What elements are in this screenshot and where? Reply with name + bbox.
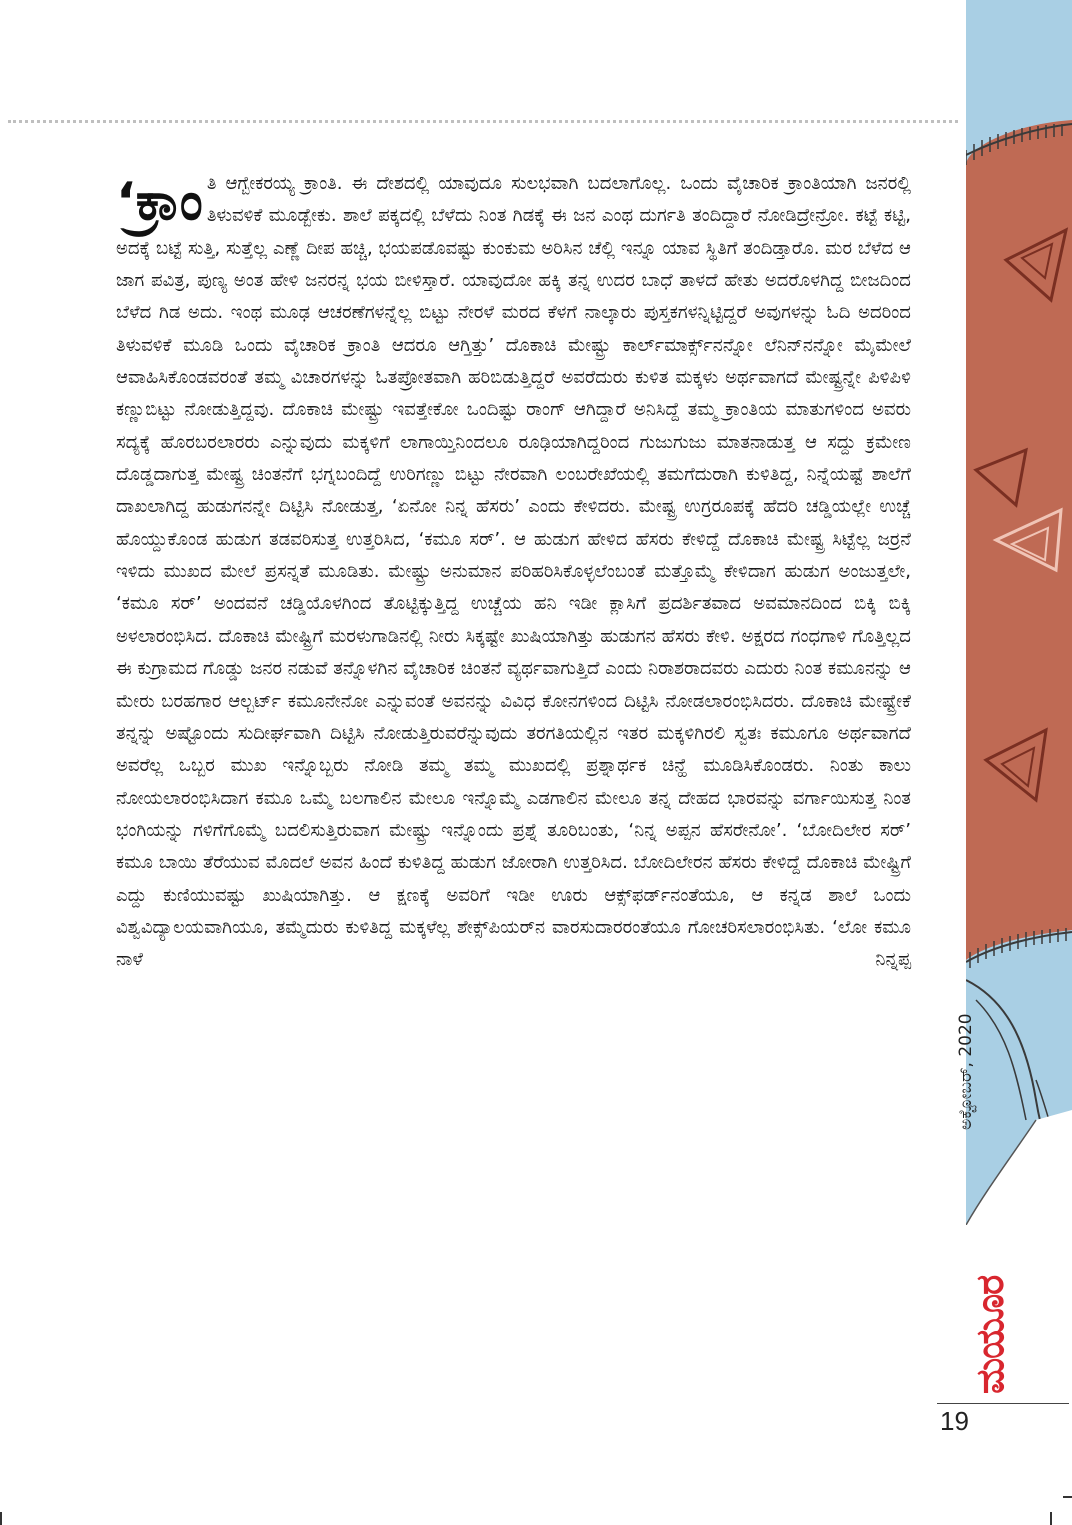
magazine-masthead xyxy=(968,1275,1012,1400)
dotted-divider xyxy=(8,120,958,123)
crop-mark xyxy=(1063,1496,1072,1498)
page-number: 19 xyxy=(940,1406,969,1436)
masthead-logo-text: ಮಯೂರ xyxy=(968,1275,1012,1394)
page-number-rule xyxy=(937,1403,1069,1404)
issue-date xyxy=(956,1013,976,1136)
drop-cap: ‘ಕ್ರಾಂ xyxy=(116,172,203,232)
decorative-illustration xyxy=(966,0,1072,1225)
crop-mark xyxy=(0,1512,2,1525)
article-body xyxy=(116,168,911,977)
crop-mark xyxy=(1050,1512,1052,1525)
article-text: ತಿ ಆಗ್ಬೇಕರಯ್ಯ ಕ್ರಾಂತಿ. ಈ ದೇಶದಲ್ಲಿ ಯಾವುದೂ ಸುಲಭವಾಗಿ ಬದಲಾಗೊಲ್ಲ. ಒಂದು ವೈಚಾರಿಕ ಕ್ರಾಂತಿಯಾಗಿ ಜನರಲ್ಲಿ ತಿಳುವಳಿಕೆ ಮೂಡ್ಬೇಕು. ಶಾಲೆ ಪಕ್ಕದಲ್ಲಿ ಬೆಳೆದು ನಿಂತ ಗಿಡಕ್ಕೆ ಈ ಜನ ಎಂಥ ದುರ್ಗತಿ ತಂದಿದ್ದಾರೆ ನೋಡಿದ್ರೇನ್ರೋ. ಕಟ್ಟೆ ಕಟ್ಟಿ, ಅದಕ್ಕೆ ಬಟ್ಟೆ ಸುತ್ತಿ, ಸುತ್ತೆಲ್ಲ ಎಣ್ಣೆ ದೀಪ ಹಚ್ಚಿ, ಭಯಪಡೊವಷ್ಟು ಕುಂಕುಮ ಅರಿಸಿನ ಚೆಲ್ಲಿ ಇನ್ನೂ ಯಾವ ಸ್ಥಿತಿಗೆ ತಂದಿಡ್ತಾರೊ. ಮರ ಬೆಳೆದ ಆ ಜಾಗ ಪವಿತ್ರ, ಪುಣ್ಯ ಅಂತ ಹೇಳಿ ಜನರನ್ನ ಭಯ ಬೀಳಿಸ್ತಾರೆ. ಯಾವುದೋ ಹಕ್ಕಿ ತನ್ನ ಉದರ ಬಾಧೆ ತಾಳದೆ ಹೇತು ಅದರೊಳಗಿದ್ದ ಬೀಜದಿಂದ ಬೆಳೆದ ಗಿಡ ಅದು. ಇಂಥ ಮೂಢ ಆಚರಣೆಗಳನ್ನೆಲ್ಲ ಬಿಟ್ಟು ನೇರಳೆ ಮರದ ಕೆಳಗೆ ನಾಲ್ಕಾರು ಪುಸ್ತಕಗಳನ್ನಿಟ್ಟಿದ್ದರೆ ಅವುಗಳನ್ನು ಓದಿ ಅದರಿಂದ ತಿಳುವಳಿಕೆ ಮೂಡಿ ಒಂದು ವೈಚಾರಿಕ ಕ್ರಾಂತಿ ಆದರೂ ಆಗ್ತಿತ್ತು’ ದೊಕಾಚಿ ಮೇಷ್ಟ್ರು ಕಾರ್ಲ್‌ಮಾರ್ಕ್ಸ್‌ನನ್ನೋ ಲೆನಿನ್‌ನನ್ನೋ ಮೈಮೇಲೆ ಆವಾಹಿಸಿಕೊಂಡವರಂತೆ ತಮ್ಮ ವಿಚಾರಗಳನ್ನು ಓತಪ್ರೋತವಾಗಿ ಹರಿಬಿಡುತ್ತಿದ್ದರೆ ಅವರೆದುರು ಕುಳಿತ ಮಕ್ಕಳು ಅರ್ಥವಾಗದೆ ಮೇಷ್ಟ್ರನ್ನೇ ಪಿಳಿಪಿಳಿ ಕಣ್ಣುಬಿಟ್ಟು ನೋಡುತ್ತಿದ್ದವು. ದೊಕಾಚಿ ಮೇಷ್ಟ್ರು ಇವತ್ತೇಕೋ ಒಂದಿಷ್ಟು ರಾಂಗ್ ಆಗಿದ್ದಾರೆ ಅನಿಸಿದ್ದೆ ತಮ್ಮ ಕ್ರಾಂತಿಯ ಮಾತುಗಳಿಂದ ಅವರು ಸದ್ಯಕ್ಕೆ ಹೊರಬರಲಾರರು ಎನ್ನುವುದು ಮಕ್ಕಳಿಗೆ ಲಾಗಾಯ್ತಿನಿಂದಲೂ ರೂಢಿಯಾಗಿದ್ದರಿಂದ ಗುಜುಗುಜು ಮಾತನಾಡುತ್ತ ಆ ಸದ್ದು ಕ್ರಮೇಣ ದೊಡ್ಡದಾಗುತ್ತ ಮೇಷ್ಟ್ರ ಚಿಂತನೆಗೆ ಭಗ್ನಬಂದಿದ್ದೆ ಉರಿಗಣ್ಣು ಬಿಟ್ಟು ನೇರವಾಗಿ ಲಂಬರೇಖೆಯಲ್ಲಿ ತಮಗೆದುರಾಗಿ ಕುಳಿತಿದ್ದ, ನಿನ್ನೆಯಷ್ಟೆ ಶಾಲೆಗೆ ದಾಖಲಾಗಿದ್ದ ಹುಡುಗನನ್ನೇ ದಿಟ್ಟಿಸಿ ನೋಡುತ್ತ, ‘ಏನೋ ನಿನ್ನ ಹೆಸರು’ ಎಂದು ಕೇಳಿದರು. ಮೇಷ್ಟ್ರ ಉಗ್ರರೂಪಕ್ಕೆ ಹೆದರಿ ಚಡ್ಡಿಯಲ್ಲೇ ಉಚ್ಚೆ ಹೊಯ್ದುಕೊಂಡ ಹುಡುಗ ತಡವರಿಸುತ್ತ ಉತ್ತರಿಸಿದ, ‘ಕಮೂ ಸರ್’. ಆ ಹುಡುಗ ಹೇಳಿದ ಹೆಸರು ಕೇಳಿದ್ದೆ ದೊಕಾಚಿ ಮೇಷ್ಟ್ರ ಸಿಟ್ಟೆಲ್ಲ ಜರ್‍ರನೆ ಇಳಿದು ಮುಖದ ಮೇಲೆ ಪ್ರಸನ್ನತೆ ಮೂಡಿತು. ಮೇಷ್ಟ್ರು ಅನುಮಾನ ಪರಿಹರಿಸಿಕೊಳ್ಳಲೆಂಬಂತೆ ಮತ್ತೊಮ್ಮೆ ಕೇಳಿದಾಗ ಹುಡುಗ ಅಂಜುತ್ತಲೇ, ‘ಕಮೂ ಸರ್’ ಅಂದವನೆ ಚಡ್ಡಿಯೊಳಗಿಂದ ತೊಟ್ಟಿಕ್ಕುತ್ತಿದ್ದ ಉಚ್ಚೆಯ ಹನಿ ಇಡೀ ಕ್ಲಾಸಿಗೆ ಪ್ರದರ್ಶಿತವಾದ ಅವಮಾನದಿಂದ ಬಿಕ್ಕಿ ಬಿಕ್ಕಿ ಅಳಲಾರಂಭಿಸಿದ. ದೊಕಾಚಿ ಮೇಷ್ಟ್ರಿಗೆ ಮರಳುಗಾಡಿನಲ್ಲಿ ನೀರು ಸಿಕ್ಕಷ್ಟೇ ಖುಷಿಯಾಗಿತ್ತು ಹುಡುಗನ ಹೆಸರು ಕೇಳಿ. ಅಕ್ಷರದ ಗಂಧಗಾಳಿ ಗೊತ್ತಿಲ್ಲದ ಈ ಕುಗ್ರಾಮದ ಗೊಡ್ಡು ಜನರ ನಡುವೆ ತನ್ನೊಳಗಿನ ವೈಚಾರಿಕ ಚಿಂತನೆ ವ್ಯರ್ಥವಾಗುತ್ತಿದೆ ಎಂದು ನಿರಾಶರಾದವರು ಎದುರು ನಿಂತ ಕಮೂನನ್ನು ಆ ಮೇರು ಬರಹಗಾರ ಆಲ್ಬರ್ಟ್ ಕಮೂನೇನೋ ಎನ್ನುವಂತೆ ಅವನನ್ನು ವಿವಿಧ ಕೋನಗಳಿಂದ ದಿಟ್ಟಿಸಿ ನೋಡಲಾರಂಭಿಸಿದರು. ದೊಕಾಚಿ ಮೇಷ್ಟ್ರೇಕೆ ತನ್ನನ್ನು ಅಷ್ಟೊಂದು ಸುದೀರ್ಘವಾಗಿ ದಿಟ್ಟಿಸಿ ನೋಡುತ್ತಿರುವರೆನ್ನುವುದು ತರಗತಿಯಲ್ಲಿನ ಇತರ ಮಕ್ಕಳಿಗಿರಲಿ ಸ್ವತಃ ಕಮೂಗೂ ಅರ್ಥವಾಗದೆ ಅವರೆಲ್ಲ ಒಬ್ಬರ ಮುಖ ಇನ್ನೊಬ್ಬರು ನೋಡಿ ತಮ್ಮ ತಮ್ಮ ಮುಖದಲ್ಲಿ ಪ್ರಶ್ನಾರ್ಥಕ ಚಿನ್ಹೆ ಮೂಡಿಸಿಕೊಂಡರು. ನಿಂತು ಕಾಲು ನೋಯಲಾರಂಭಿಸಿದಾಗ ಕಮೂ ಒಮ್ಮೆ ಬಲಗಾಲಿನ ಮೇಲೂ ಇನ್ನೊಮ್ಮೆ ಎಡಗಾಲಿನ ಮೇಲೂ ತನ್ನ ದೇಹದ ಭಾರವನ್ನು ವರ್ಗಾಯಿಸುತ್ತ ನಿಂತ ಭಂಗಿಯನ್ನು ಗಳಿಗೆಗೊಮ್ಮೆ ಬದಲಿಸುತ್ತಿರುವಾಗ ಮೇಷ್ಟ್ರು ಇನ್ನೊಂದು ಪ್ರಶ್ನೆ ತೂರಿಬಂತು, ‘ನಿನ್ನ ಅಪ್ಪನ ಹೆಸರೇನೋ’. ‘ಬೋದಿಲೇರ ಸರ್’ ಕಮೂ ಬಾಯಿ ತೆರೆಯುವ ಮೊದಲೆ ಅವನ ಹಿಂದೆ ಕುಳಿತಿದ್ದ ಹುಡುಗ ಜೋರಾಗಿ ಉತ್ತರಿಸಿದ. ಬೋದಿಲೇರನ ಹೆಸರು ಕೇಳಿದ್ದೆ ದೊಕಾಚಿ ಮೇಷ್ಟ್ರಿಗೆ ಎದ್ದು ಕುಣಿಯುವಷ್ಟು ಖುಷಿಯಾಗಿತ್ತು. ಆ ಕ್ಷಣಕ್ಕೆ ಅವರಿಗೆ ಇಡೀ ಊರು ಆಕ್ಸ್‌ಫರ್ಡ್‌ನಂತೆಯೂ, ಆ ಕನ್ನಡ ಶಾಲೆ ಒಂದು ವಿಶ್ವವಿದ್ಯಾಲಯವಾಗಿಯೂ, ತಮ್ಮೆದುರು ಕುಳಿತಿದ್ದ ಮಕ್ಕಳೆಲ್ಲ ಶೇಕ್ಸ್‌ಪಿಯರ್‌ನ ವಾರಸುದಾರರಂತೆಯೂ ಗೋಚರಿಸಲಾರಂಭಿಸಿತು. ‘ಲೋ ಕಮೂ ನಾಳೆ ನಿನ್ನಪ್ಪ xyxy=(116,173,911,971)
issue-date-text: ಅಕ್ಟೋಬರ್, 2020 xyxy=(956,1013,976,1130)
article-paragraph xyxy=(116,168,911,977)
